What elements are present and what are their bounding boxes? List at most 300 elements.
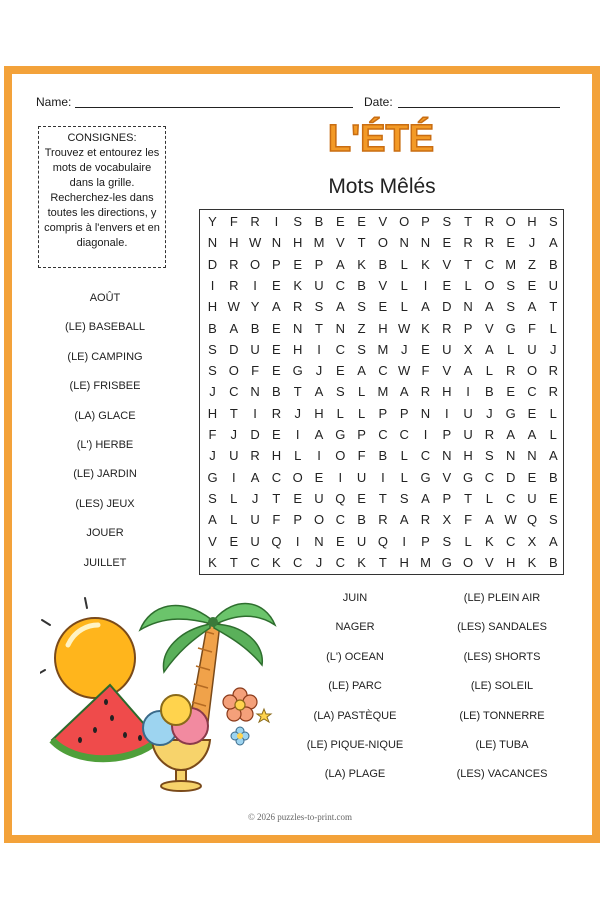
grid-cell[interactable]: O	[526, 363, 538, 379]
grid-cell[interactable]: M	[313, 235, 325, 251]
grid-cell[interactable]: K	[485, 533, 494, 549]
grid-cell[interactable]: U	[314, 490, 324, 506]
grid-cell[interactable]: T	[464, 256, 473, 272]
grid-cell[interactable]: E	[357, 490, 366, 506]
grid-cell[interactable]: U	[250, 533, 260, 549]
grid-cell[interactable]: P	[357, 427, 366, 442]
grid-cell[interactable]: C	[378, 363, 388, 379]
grid-cell[interactable]: W	[227, 299, 240, 315]
grid-cell[interactable]: R	[484, 214, 495, 229]
grid-cell[interactable]: I	[338, 469, 343, 485]
grid-cell[interactable]: G	[441, 554, 452, 570]
grid-cell[interactable]: A	[421, 299, 430, 315]
grid-cell[interactable]: O	[463, 554, 474, 570]
grid-cell[interactable]: R	[442, 320, 452, 336]
grid-cell[interactable]: X	[442, 512, 452, 528]
grid-cell[interactable]: P	[378, 405, 388, 421]
grid-cell[interactable]: R	[250, 448, 260, 464]
grid-cell[interactable]: P	[463, 320, 473, 336]
grid-cell[interactable]: F	[357, 448, 366, 464]
grid-cell[interactable]: H	[292, 341, 303, 357]
grid-cell[interactable]: R	[463, 235, 473, 251]
grid-cell[interactable]: V	[485, 554, 494, 570]
grid-cell[interactable]: F	[464, 512, 473, 528]
grid-cell[interactable]: R	[378, 512, 388, 528]
grid-cell[interactable]: N	[527, 448, 537, 464]
grid-cell[interactable]: G	[292, 363, 303, 379]
grid-cell[interactable]: B	[250, 320, 260, 336]
grid-cell[interactable]: A	[485, 341, 494, 357]
grid-cell[interactable]: A	[548, 235, 558, 251]
grid-cell[interactable]: S	[208, 341, 217, 357]
grid-cell[interactable]: R	[420, 512, 431, 528]
grid-cell[interactable]: R	[484, 235, 495, 251]
grid-cell[interactable]: Z	[357, 320, 366, 336]
grid-cell[interactable]: S	[548, 512, 558, 528]
grid-cell[interactable]: C	[484, 256, 495, 272]
grid-cell[interactable]: T	[229, 554, 238, 570]
page-subtitle: Mots Mêlés	[328, 175, 436, 198]
grid-cell[interactable]: E	[293, 256, 303, 272]
grid-cell[interactable]: J	[294, 405, 301, 421]
grid-cell[interactable]: C	[505, 490, 516, 506]
grid-cell[interactable]: N	[463, 299, 473, 315]
grid-cell[interactable]: J	[486, 405, 493, 421]
grid-cell[interactable]: D	[505, 469, 516, 485]
grid-cell[interactable]: L	[400, 277, 408, 293]
grid-cell[interactable]: A	[463, 363, 473, 379]
grid-cell[interactable]: P	[442, 490, 452, 506]
grid-cell[interactable]: N	[420, 235, 431, 251]
grid-cell[interactable]: B	[548, 256, 558, 272]
grid-cell[interactable]: W	[398, 363, 411, 379]
grid-cell[interactable]: O	[335, 448, 346, 464]
grid-cell[interactable]: C	[335, 554, 345, 570]
grid-cell[interactable]: J	[528, 235, 536, 251]
grid-cell[interactable]: S	[485, 448, 494, 464]
grid-cell[interactable]: Z	[528, 256, 536, 272]
grid-cell[interactable]: I	[381, 469, 385, 485]
grid-cell[interactable]: R	[229, 256, 239, 272]
grid-cell[interactable]: L	[400, 469, 408, 485]
grid-cell[interactable]: A	[399, 512, 409, 528]
grid-cell[interactable]: N	[399, 235, 409, 251]
grid-cell[interactable]: L	[485, 363, 493, 379]
grid-cell[interactable]: B	[548, 554, 558, 570]
grid-cell[interactable]: S	[399, 490, 409, 506]
grid-cell[interactable]: I	[317, 341, 321, 357]
date-line[interactable]	[398, 107, 560, 108]
grid-cell[interactable]: G	[420, 469, 431, 485]
grid-cell[interactable]: Q	[526, 512, 538, 528]
grid-cell[interactable]: N	[335, 320, 345, 336]
grid-cell[interactable]: K	[527, 554, 537, 570]
grid-cell[interactable]: S	[357, 299, 366, 315]
grid-cell[interactable]: A	[506, 427, 516, 442]
grid-cell[interactable]: R	[229, 277, 239, 293]
grid-cell[interactable]: J	[209, 384, 216, 400]
grid-cell[interactable]: H	[229, 235, 239, 251]
grid-cell[interactable]: G	[505, 320, 516, 336]
grid-cell[interactable]: R	[420, 384, 431, 400]
grid-cell[interactable]: P	[399, 405, 409, 421]
grid-cell[interactable]: G	[463, 469, 474, 485]
grid-cell[interactable]: E	[272, 341, 281, 357]
grid-cell[interactable]: L	[549, 405, 557, 421]
grid-cell[interactable]: V	[442, 256, 452, 272]
grid-cell[interactable]: C	[420, 448, 431, 464]
grid-cell[interactable]: S	[208, 363, 217, 379]
grid-cell[interactable]: T	[315, 320, 323, 336]
grid-cell[interactable]: D	[250, 427, 260, 442]
grid-cell[interactable]: C	[484, 469, 495, 485]
grid-cell[interactable]: S	[293, 214, 303, 229]
grid-cell[interactable]: L	[464, 277, 472, 293]
grid-cell[interactable]: W	[398, 320, 411, 336]
grid-cell[interactable]: E	[442, 277, 452, 293]
grid-cell[interactable]: I	[423, 277, 428, 293]
grid-cell[interactable]: S	[335, 384, 345, 400]
grid-cell[interactable]: E	[229, 533, 239, 549]
grid-cell[interactable]: K	[293, 277, 303, 293]
grid-cell[interactable]: V	[378, 277, 388, 293]
grid-cell[interactable]: O	[292, 469, 303, 485]
grid-cell[interactable]: N	[420, 405, 431, 421]
grid-cell[interactable]: K	[357, 554, 366, 570]
grid-cell[interactable]: E	[378, 299, 388, 315]
grid-cell[interactable]: C	[527, 384, 537, 400]
date-label: Date:	[364, 95, 393, 109]
grid-cell[interactable]: O	[399, 214, 410, 229]
grid-cell[interactable]: E	[314, 469, 324, 485]
instructions-text: Trouvez et entourez les mots de vocabulaire dans la grille. Recherchez-les dans toutes les directions, y compris à l'envers et en diagonale.	[44, 147, 160, 249]
grid-cell[interactable]: A	[548, 533, 558, 549]
grid-cell[interactable]: S	[208, 490, 217, 506]
grid-cell[interactable]: L	[357, 384, 366, 400]
grid-cell[interactable]: U	[463, 405, 473, 421]
grid-cell[interactable]: C	[378, 427, 388, 442]
grid-cell[interactable]: W	[504, 512, 517, 528]
grid-cell[interactable]: K	[421, 320, 430, 336]
grid-cell[interactable]: E	[421, 341, 430, 357]
grid-cell[interactable]: T	[272, 490, 281, 506]
grid-cell[interactable]: F	[421, 363, 430, 379]
grid-cell[interactable]: D	[442, 299, 452, 315]
grid-cell[interactable]: Q	[377, 533, 388, 549]
grid-cell[interactable]: L	[230, 512, 238, 528]
grid-cell[interactable]: N	[271, 235, 282, 251]
grid-cell[interactable]: H	[207, 299, 218, 315]
grid-cell[interactable]: H	[314, 405, 324, 421]
grid-cell[interactable]: I	[210, 277, 215, 293]
grid-cell[interactable]: U	[442, 341, 452, 357]
grid-cell[interactable]: U	[250, 512, 260, 528]
grid-cell[interactable]: E	[506, 384, 516, 400]
grid-cell[interactable]: B	[272, 384, 281, 400]
grid-cell[interactable]: S	[442, 214, 452, 229]
grid-cell[interactable]: B	[378, 448, 388, 464]
grid-cell[interactable]: L	[336, 405, 344, 421]
grid-cell[interactable]: E	[527, 469, 537, 485]
grid-cell[interactable]: L	[507, 341, 515, 357]
grid-cell[interactable]: V	[442, 469, 452, 485]
grid-cell[interactable]: L	[294, 448, 302, 464]
grid-cell[interactable]: U	[356, 533, 367, 549]
orange-icon	[55, 618, 135, 698]
grid-cell[interactable]: P	[442, 427, 452, 442]
grid-cell[interactable]: N	[207, 235, 218, 251]
grid-cell[interactable]: O	[228, 363, 239, 379]
grid-cell[interactable]: B	[208, 320, 217, 336]
grid-cell[interactable]: E	[548, 490, 558, 506]
grid-cell[interactable]: E	[272, 277, 281, 293]
grid-cell[interactable]: T	[293, 384, 302, 400]
grid-cell[interactable]: H	[292, 235, 303, 251]
grid-cell[interactable]: M	[377, 341, 389, 357]
grid-cell[interactable]: I	[295, 533, 300, 549]
grid-cell[interactable]: D	[207, 256, 218, 272]
grid-cell[interactable]: E	[272, 363, 281, 379]
grid-cell[interactable]: M	[505, 256, 517, 272]
grid-cell[interactable]: X	[527, 533, 537, 549]
grid-cell[interactable]: J	[400, 341, 408, 357]
grid-cell[interactable]: I	[466, 384, 470, 400]
grid-cell[interactable]: C	[335, 512, 345, 528]
grid-cell[interactable]: C	[335, 341, 345, 357]
grid-cell[interactable]: S	[442, 533, 452, 549]
grid-cell[interactable]: H	[505, 554, 516, 570]
grid-cell[interactable]: P	[272, 256, 281, 272]
grid-cell[interactable]: J	[230, 427, 238, 442]
grid-cell[interactable]: A	[335, 256, 345, 272]
grid-cell[interactable]: U	[548, 277, 558, 293]
grid-cell[interactable]: K	[357, 256, 366, 272]
grid-cell[interactable]: S	[314, 299, 324, 315]
grid-cell[interactable]: W	[248, 235, 262, 251]
grid-cell[interactable]: R	[548, 384, 558, 400]
grid-cell[interactable]: H	[399, 554, 409, 570]
grid-cell[interactable]: E	[272, 427, 281, 442]
grid-cell[interactable]: F	[528, 320, 536, 336]
grid-cell[interactable]: O	[313, 512, 325, 528]
grid-cell[interactable]: K	[272, 554, 281, 570]
grid-cell[interactable]: J	[550, 341, 557, 357]
grid-cell[interactable]: A	[208, 512, 217, 528]
grid-cell[interactable]: I	[444, 405, 449, 421]
grid-cell[interactable]: D	[229, 341, 239, 357]
grid-cell[interactable]: U	[527, 490, 537, 506]
grid-cell[interactable]: P	[421, 214, 430, 229]
grid-cell[interactable]: A	[250, 469, 260, 485]
grid-cell[interactable]: A	[527, 299, 537, 315]
grid-cell[interactable]: L	[357, 405, 366, 421]
grid-cell[interactable]: H	[527, 214, 537, 229]
grid-cell[interactable]: N	[250, 384, 260, 400]
grid-cell[interactable]: C	[505, 533, 516, 549]
grid-cell[interactable]: H	[463, 448, 473, 464]
grid-cell[interactable]: T	[464, 214, 473, 229]
grid-cell[interactable]: T	[378, 554, 387, 570]
word-list-item: (LE) BASEBALL	[64, 321, 146, 334]
grid-cell[interactable]: A	[485, 299, 494, 315]
word-list-item: (LE) PARC	[328, 680, 382, 693]
grid-cell[interactable]: L	[400, 448, 408, 464]
grid-cell[interactable]: U	[229, 448, 239, 464]
grid-cell[interactable]: E	[272, 320, 281, 336]
grid-cell[interactable]: M	[377, 384, 389, 400]
grid-cell[interactable]: V	[442, 363, 452, 379]
grid-cell[interactable]: B	[378, 256, 388, 272]
grid-cell[interactable]: R	[271, 405, 282, 421]
grid-cell[interactable]: C	[335, 277, 345, 293]
grid-cell[interactable]: L	[464, 533, 472, 549]
grid-cell[interactable]: T	[549, 299, 558, 315]
grid-cell[interactable]: E	[335, 214, 345, 229]
grid-cell[interactable]: L	[400, 256, 408, 272]
grid-cell[interactable]: J	[209, 448, 216, 464]
grid-cell[interactable]: B	[548, 469, 558, 485]
grid-cell[interactable]: A	[272, 299, 281, 315]
grid-cell[interactable]: G	[207, 469, 218, 485]
grid-cell[interactable]: E	[527, 277, 537, 293]
name-label: Name:	[36, 95, 72, 109]
grid-cell[interactable]: T	[229, 405, 238, 421]
grid-cell[interactable]: O	[250, 256, 261, 272]
grid-cell[interactable]: R	[484, 427, 495, 442]
grid-cell[interactable]: C	[250, 554, 260, 570]
grid-cell[interactable]: A	[485, 512, 494, 528]
grid-cell[interactable]: H	[271, 448, 282, 464]
grid-cell[interactable]: F	[272, 512, 281, 528]
grid-cell[interactable]: I	[231, 469, 236, 485]
grid-cell[interactable]: A	[314, 427, 324, 442]
grid-cell[interactable]: O	[505, 214, 516, 229]
grid-cell[interactable]: L	[549, 427, 557, 442]
grid-cell[interactable]: B	[314, 214, 324, 229]
grid-cell[interactable]: P	[314, 256, 324, 272]
grid-cell[interactable]: E	[357, 214, 366, 229]
grid-cell[interactable]: J	[315, 363, 323, 379]
grid-cell[interactable]: P	[293, 512, 303, 528]
grid-cell[interactable]: R	[292, 299, 303, 315]
grid-cell[interactable]: L	[230, 490, 238, 506]
grid-cell[interactable]: A	[335, 299, 345, 315]
grid-cell[interactable]: A	[548, 448, 558, 464]
grid-cell[interactable]: H	[378, 320, 388, 336]
grid-cell[interactable]: R	[505, 363, 516, 379]
grid-cell[interactable]: U	[250, 341, 260, 357]
grid-cell[interactable]: S	[548, 214, 558, 229]
grid-cell[interactable]: I	[402, 533, 406, 549]
grid-cell[interactable]: Y	[208, 214, 217, 229]
grid-cell[interactable]: K	[208, 554, 217, 570]
grid-cell[interactable]: E	[442, 235, 452, 251]
grid-cell[interactable]: H	[207, 405, 218, 421]
grid-cell[interactable]: I	[253, 405, 257, 421]
grid-cell[interactable]: Y	[250, 299, 260, 315]
grid-cell[interactable]: I	[295, 427, 300, 442]
word-list-item: (LA) PASTÈQUE	[313, 709, 397, 722]
grid-cell[interactable]: I	[253, 277, 257, 293]
grid-cell[interactable]: A	[421, 490, 430, 506]
grid-cell[interactable]: T	[357, 235, 366, 251]
grid-cell[interactable]: E	[527, 405, 537, 421]
grid-cell[interactable]: I	[274, 214, 279, 229]
grid-cell[interactable]: I	[423, 427, 428, 442]
grid-cell[interactable]: Q	[271, 533, 282, 549]
grid-cell[interactable]: A	[357, 363, 366, 379]
grid-cell[interactable]: B	[357, 512, 366, 528]
name-line[interactable]	[75, 107, 353, 108]
grid-cell[interactable]: C	[229, 384, 239, 400]
grid-cell[interactable]: B	[485, 384, 494, 400]
grid-cell[interactable]: Q	[335, 490, 346, 506]
grid-cell[interactable]: E	[335, 363, 345, 379]
grid-cell[interactable]: V	[378, 214, 388, 229]
grid-cell[interactable]: P	[421, 533, 430, 549]
grid-cell[interactable]: N	[442, 448, 452, 464]
grid-cell[interactable]: A	[399, 384, 409, 400]
grid-cell[interactable]: A	[314, 384, 324, 400]
grid-cell[interactable]: R	[548, 363, 558, 379]
grid-cell[interactable]: N	[292, 320, 303, 336]
grid-cell[interactable]: S	[506, 299, 516, 315]
grid-cell[interactable]: C	[399, 427, 409, 442]
grid-cell[interactable]: O	[377, 235, 388, 251]
grid-cell[interactable]: J	[251, 490, 259, 506]
grid-cell[interactable]: F	[208, 427, 217, 442]
grid-cell[interactable]: A	[527, 427, 537, 442]
grid-cell[interactable]: V	[208, 533, 217, 549]
grid-cell[interactable]: K	[421, 256, 430, 272]
grid-cell[interactable]: E	[293, 490, 303, 506]
grid-cell[interactable]: X	[463, 341, 473, 357]
grid-cell[interactable]: F	[251, 363, 260, 379]
grid-cell[interactable]: T	[464, 490, 473, 506]
grid-cell[interactable]: T	[378, 490, 387, 506]
grid-cell[interactable]: G	[505, 405, 516, 421]
grid-cell[interactable]: M	[420, 554, 431, 570]
grid-cell[interactable]: L	[400, 299, 408, 315]
grid-cell[interactable]: F	[229, 214, 238, 229]
grid-cell[interactable]: S	[357, 341, 366, 357]
grid-cell[interactable]: N	[314, 533, 324, 549]
grid-cell[interactable]: H	[442, 384, 452, 400]
grid-cell[interactable]: C	[271, 469, 282, 485]
grid-cell[interactable]: G	[335, 427, 346, 442]
word-search-grid	[199, 209, 564, 575]
grid-cell[interactable]: E	[335, 533, 345, 549]
grid-cell[interactable]: O	[484, 277, 495, 293]
grid-cell[interactable]: J	[315, 554, 323, 570]
grid-cell[interactable]: E	[506, 235, 516, 251]
grid-cell[interactable]: N	[505, 448, 516, 464]
grid-cell[interactable]: U	[356, 469, 367, 485]
grid-cell[interactable]: L	[485, 490, 493, 506]
grid-cell[interactable]: I	[317, 448, 321, 464]
grid-cell[interactable]: U	[463, 427, 473, 442]
grid-cell[interactable]: U	[314, 277, 324, 293]
grid-cell[interactable]: A	[229, 320, 239, 336]
grid-cell[interactable]: B	[357, 277, 366, 293]
grid-cell[interactable]: C	[292, 554, 303, 570]
grid-cell[interactable]: R	[250, 214, 260, 229]
grid-cell[interactable]: S	[506, 277, 516, 293]
grid-cell[interactable]: V	[485, 320, 494, 336]
grid-cell[interactable]: V	[335, 235, 345, 251]
grid-cell[interactable]: U	[527, 341, 537, 357]
grid-cell[interactable]: L	[549, 320, 557, 336]
